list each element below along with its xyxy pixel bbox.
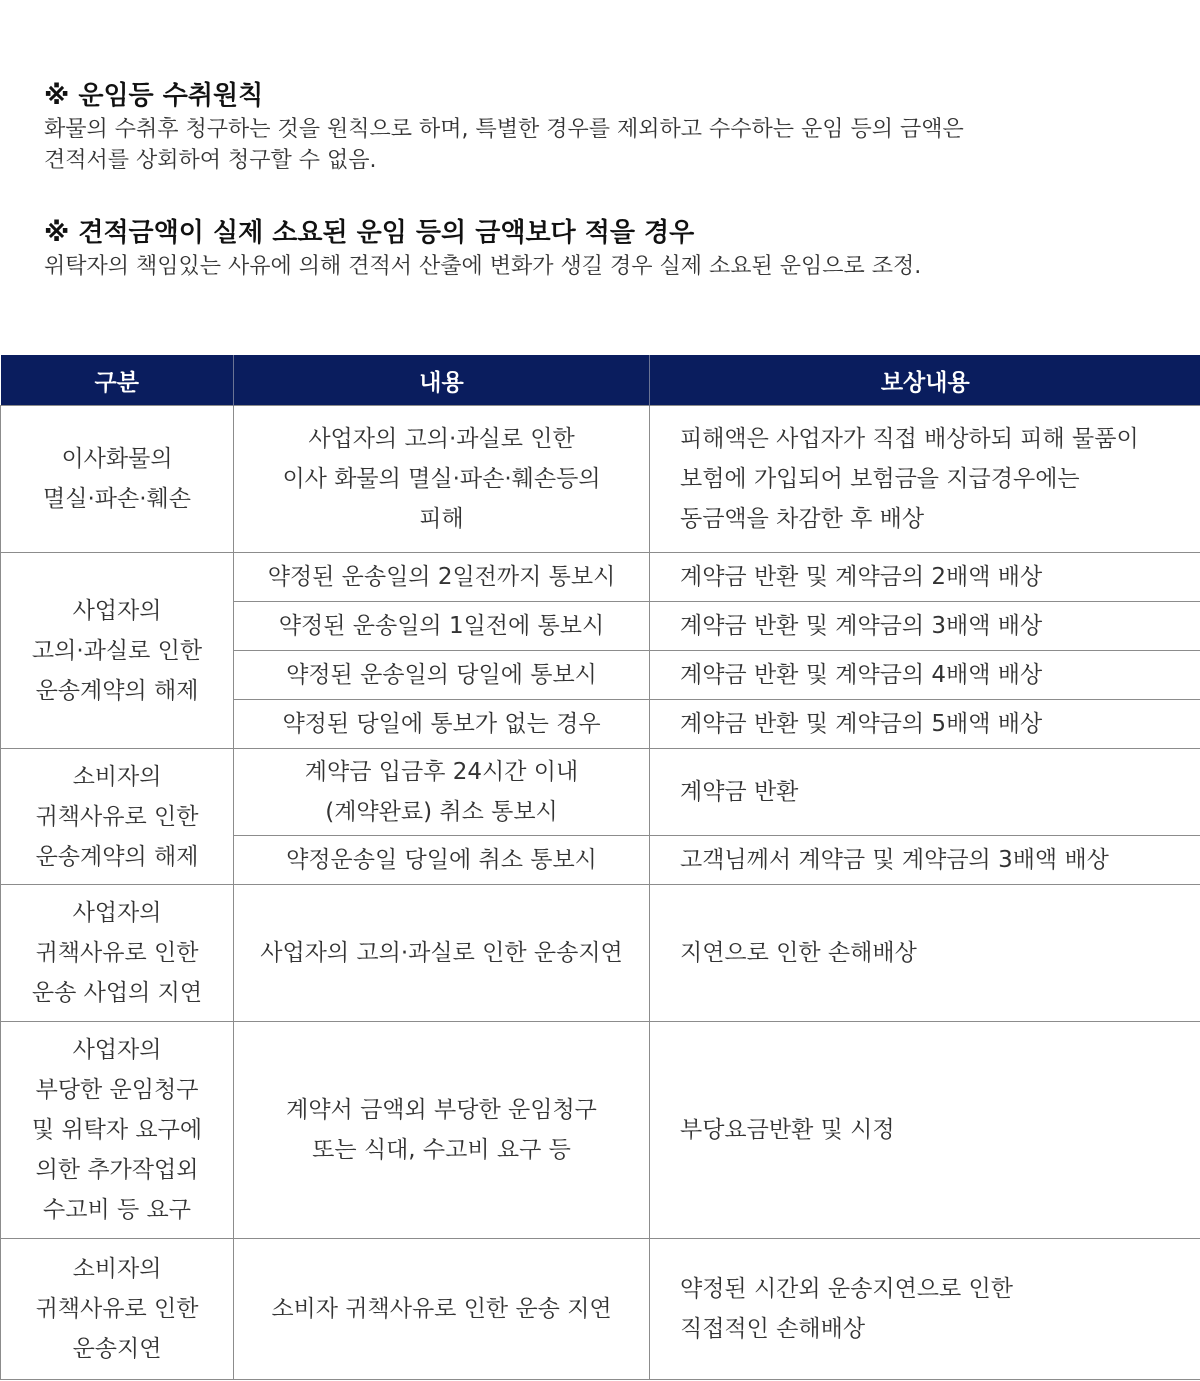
category-cell — [1, 749, 234, 885]
content-line: 이사 화물의 멸실·파손·훼손등의 — [282, 466, 601, 492]
table-row — [1, 885, 1200, 1022]
content-cell — [234, 1022, 650, 1239]
content-cell: 약정된 운송일의 당일에 통보시 — [234, 651, 650, 700]
compensation-line: 피해액은 사업자가 직접 배상하되 피해 물품이 — [680, 426, 1139, 452]
category-line: 이사화물의 — [61, 446, 173, 472]
category-line: 고의·과실로 인한 — [31, 637, 203, 664]
content-cell: 약정된 운송일의 1일전에 통보시 — [234, 602, 650, 651]
header-content: 내용 — [234, 355, 650, 406]
category-line: 수고비 등 요구 — [43, 1197, 191, 1223]
compensation-cell: 고객님께서 계약금 및 계약금의 3배액 배상 — [650, 836, 1200, 885]
category-line: 의한 추가작업외 — [35, 1157, 199, 1183]
table-row — [1, 1239, 1200, 1380]
category-cell — [1, 1239, 234, 1380]
content-line: 사업자의 고의·과실로 인한 — [308, 426, 575, 452]
compensation-cell: 계약금 반환 및 계약금의 4배액 배상 — [650, 651, 1200, 700]
compensation-table — [0, 355, 1200, 1380]
notice-text — [44, 251, 1174, 282]
compensation-cell — [650, 406, 1200, 553]
notice-line: 화물의 수취후 청구하는 것을 원칙으로 하며, 특별한 경우를 제외하고 수수하는 운임 등의 금액은 — [44, 117, 964, 142]
table-row — [1, 553, 1200, 602]
category-line: 귀책사유로 인한 — [35, 803, 199, 830]
category-line: 사업자의 — [72, 1037, 162, 1063]
content-cell: 약정운송일 당일에 취소 통보시 — [234, 836, 650, 885]
header-compensation: 보상내용 — [650, 355, 1200, 406]
category-line: 운송계약의 해제 — [35, 677, 199, 704]
category-line: 운송지연 — [72, 1336, 162, 1362]
content-line: 피해 — [419, 506, 464, 532]
notice-title: ※ 운임등 수취원칙 — [44, 81, 264, 111]
content-cell: 약정된 당일에 통보가 없는 경우 — [234, 700, 650, 749]
notice-title: ※ 견적금액이 실제 소요된 운임 등의 금액보다 적을 경우 — [44, 218, 695, 248]
compensation-cell: 계약금 반환 및 계약금의 5배액 배상 — [650, 700, 1200, 749]
compensation-line: 보험에 가입되어 보험금을 지급경우에는 — [680, 466, 1080, 492]
category-cell — [1, 1022, 234, 1239]
compensation-cell: 계약금 반환 및 계약금의 3배액 배상 — [650, 602, 1200, 651]
content-line: 계약금 입금후 24시간 이내 — [304, 759, 579, 785]
compensation-cell: 부당요금반환 및 시정 — [650, 1022, 1200, 1239]
category-line: 운송계약의 해제 — [35, 843, 199, 870]
category-cell — [1, 553, 234, 749]
content-cell — [234, 406, 650, 553]
notice-text — [44, 114, 1174, 176]
notice-freight-principle — [44, 78, 1174, 176]
content-cell: 사업자의 고의·과실로 인한 운송지연 — [234, 885, 650, 1022]
category-line: 소비자의 — [72, 1256, 162, 1282]
table-header-row — [1, 355, 1200, 406]
content-cell — [234, 749, 650, 836]
category-line: 귀책사유로 인한 — [35, 1296, 199, 1322]
content-line: 또는 식대, 수고비 요구 등 — [312, 1137, 571, 1163]
category-cell — [1, 885, 234, 1022]
notice-line: 위탁자의 책임있는 사유에 의해 견적서 산출에 변화가 생길 경우 실제 소요된 운임으로 조정. — [44, 254, 922, 279]
content-cell: 약정된 운송일의 2일전까지 통보시 — [234, 553, 650, 602]
header-category: 구분 — [1, 355, 234, 406]
compensation-line: 동금액을 차감한 후 배상 — [680, 506, 925, 532]
compensation-cell: 지연으로 인한 손해배상 — [650, 885, 1200, 1022]
category-line: 멸실·파손·훼손 — [43, 486, 191, 512]
category-line: 부당한 운임청구 — [35, 1077, 199, 1103]
content-cell: 소비자 귀책사유로 인한 운송 지연 — [234, 1239, 650, 1380]
compensation-line: 직접적인 손해배상 — [680, 1316, 866, 1342]
category-line: 소비자의 — [72, 763, 162, 790]
notice-line: 견적서를 상회하여 청구할 수 없음. — [44, 148, 377, 173]
category-line: 및 위탁자 요구에 — [31, 1117, 203, 1143]
compensation-line: 약정된 시간외 운송지연으로 인한 — [680, 1276, 1013, 1302]
table-row — [1, 406, 1200, 553]
category-line: 사업자의 — [72, 900, 162, 926]
content-line: 계약서 금액외 부당한 운임청구 — [286, 1097, 597, 1123]
table-row — [1, 1022, 1200, 1239]
compensation-cell — [650, 1239, 1200, 1380]
content-line: (계약완료) 취소 통보시 — [325, 799, 558, 825]
category-line: 운송 사업의 지연 — [31, 980, 203, 1006]
compensation-cell: 계약금 반환 및 계약금의 2배액 배상 — [650, 553, 1200, 602]
category-line: 사업자의 — [72, 597, 162, 624]
notice-estimate-lower — [44, 215, 1174, 282]
compensation-cell: 계약금 반환 — [650, 749, 1200, 836]
category-line: 귀책사유로 인한 — [35, 940, 199, 966]
table-row — [1, 749, 1200, 836]
category-cell — [1, 406, 234, 553]
